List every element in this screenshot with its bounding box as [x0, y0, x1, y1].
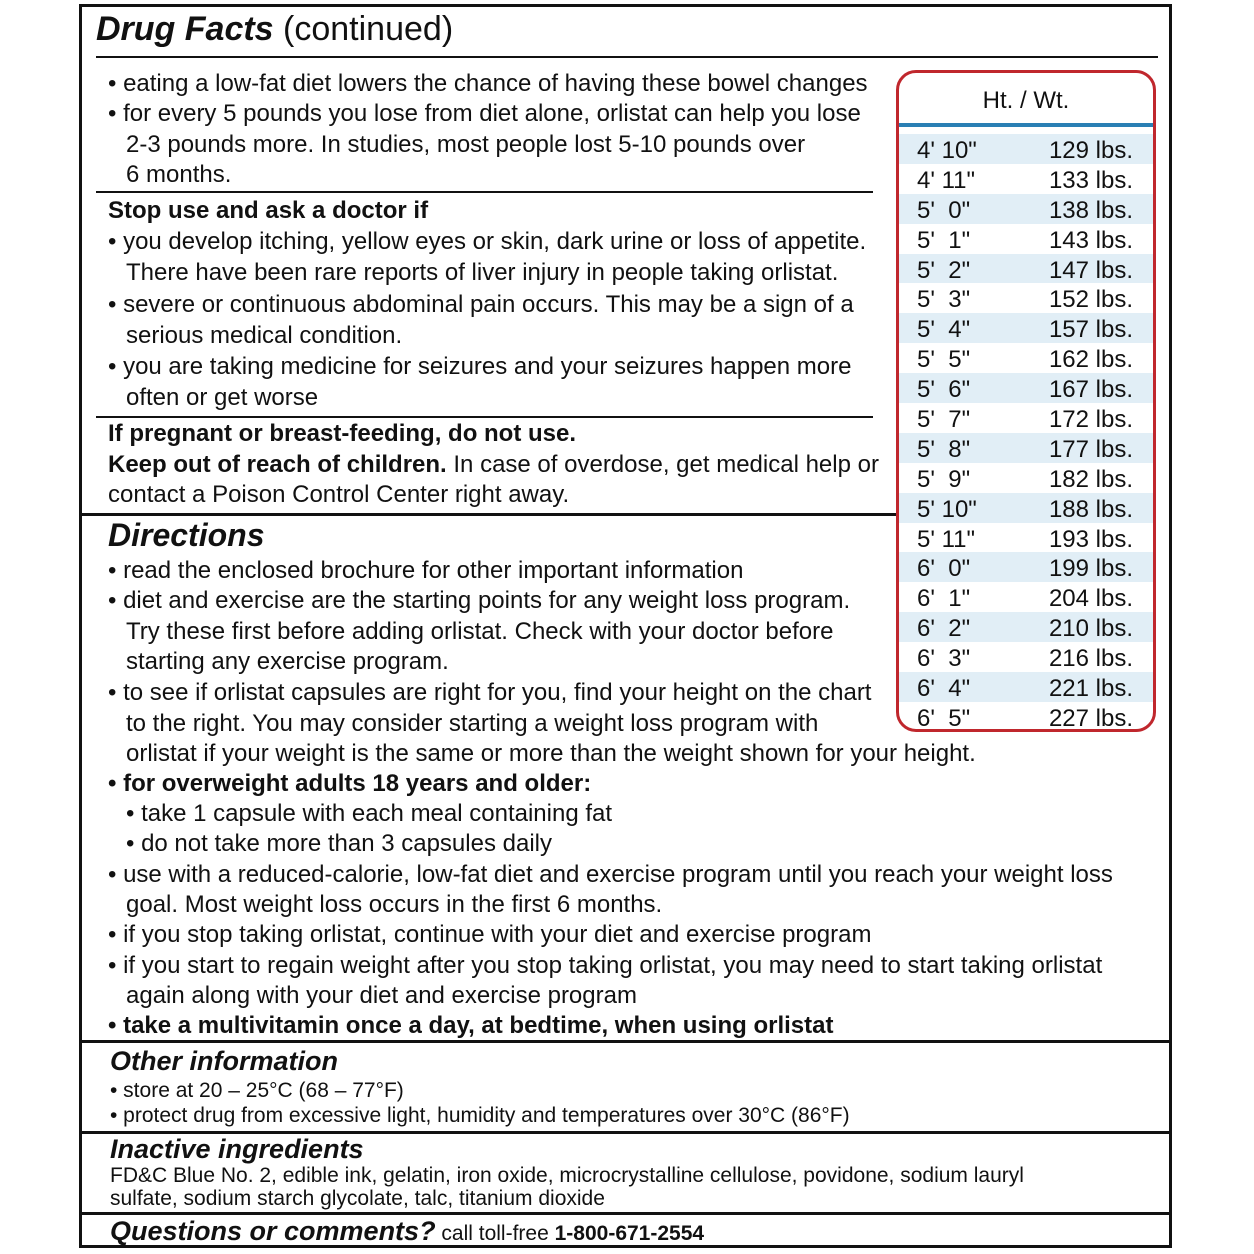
chart-row — [899, 164, 1153, 194]
chart-weight: 167 lbs. — [1048, 376, 1133, 404]
chart-weight: 157 lbs. — [1048, 316, 1133, 344]
chart-weight: 133 lbs. — [1048, 166, 1133, 194]
stop-use-line: often or get worse — [126, 384, 319, 411]
chart-row — [899, 493, 1153, 523]
chart-row — [899, 702, 1153, 732]
chart-row — [899, 552, 1153, 582]
chart-height: 6' 2" — [917, 615, 971, 643]
chart-height: 5' 7" — [917, 406, 971, 434]
chart-weight: 129 lbs. — [1048, 137, 1133, 164]
chart-rows — [899, 134, 1153, 732]
chart-weight: 182 lbs. — [1048, 465, 1133, 493]
chart-row — [899, 283, 1153, 313]
section-divider — [96, 191, 873, 193]
keep-out-warning: Keep out of reach of children. In case of overdose, get medical help or — [108, 451, 879, 478]
chart-weight: 221 lbs. — [1048, 675, 1133, 703]
chart-height: 5' 10" — [917, 495, 977, 523]
title-divider — [96, 56, 1158, 58]
directions-line: • use with a reduced-calorie, low-fat diet and exercise program until you reach your weight loss — [108, 861, 1113, 888]
stop-use-line: There have been rare reports of liver injury in people taking orlistat. — [126, 259, 839, 286]
chart-height: 5' 4" — [917, 316, 971, 344]
chart-row — [899, 672, 1153, 702]
adults-line: • do not take more than 3 capsules daily — [126, 830, 552, 857]
chart-weight: 188 lbs. — [1048, 495, 1133, 523]
warning-line: • eating a low-fat diet lowers the chance of having these bowel changes — [108, 70, 868, 97]
stop-use-line: • you are taking medicine for seizures and your seizures happen more — [108, 353, 852, 380]
chart-height: 5' 5" — [917, 346, 971, 374]
chart-row — [899, 313, 1153, 343]
questions-line — [110, 1215, 704, 1250]
directions-line: • diet and exercise are the starting points for any weight loss program. — [108, 587, 851, 614]
directions-line: Try these first before adding orlistat. Check with your doctor before — [126, 618, 834, 645]
chart-weight: 216 lbs. — [1048, 645, 1133, 673]
chart-height: 5' 3" — [917, 286, 971, 314]
chart-weight: 172 lbs. — [1048, 406, 1133, 434]
directions-line: • to see if orlistat capsules are right for you, find your height on the chart — [108, 679, 872, 706]
chart-title-rule — [899, 123, 1153, 127]
directions-line: to the right. You may consider starting a weight loss program with — [126, 710, 819, 737]
keep-out-warning-line2: contact a Poison Control Center right away. — [108, 481, 570, 508]
chart-row — [899, 582, 1153, 612]
warning-line: 2-3 pounds more. In studies, most people lost 5-10 pounds over — [126, 131, 806, 158]
chart-row — [899, 134, 1153, 164]
chart-weight: 193 lbs. — [1048, 525, 1133, 553]
pregnancy-warning: If pregnant or breast-feeding, do not use. — [108, 420, 577, 447]
chart-height: 5' 6" — [917, 376, 971, 404]
chart-weight: 147 lbs. — [1048, 256, 1133, 284]
chart-row — [899, 224, 1153, 254]
adults-heading: • for overweight adults 18 years and older: — [108, 770, 592, 797]
chart-row — [899, 194, 1153, 224]
section-divider-thick — [79, 1040, 1172, 1043]
stop-use-line: • you develop itching, yellow eyes or skin, dark urine or loss of appetite. — [108, 228, 867, 255]
stop-use-heading: Stop use and ask a doctor if — [108, 197, 429, 224]
directions-line: goal. Most weight loss occurs in the first 6 months. — [126, 891, 663, 918]
chart-height: 6' 1" — [917, 585, 971, 613]
other-info-line: • store at 20 – 25°C (68 – 77°F) — [110, 1079, 404, 1102]
stop-use-line: serious medical condition. — [126, 322, 403, 349]
inactive-line: FD&C Blue No. 2, edible ink, gelatin, iron oxide, microcrystalline cellulose, povidone, sodium lauryl — [110, 1164, 1024, 1187]
directions-heading: Directions — [108, 517, 265, 553]
chart-height: 6' 0" — [917, 555, 971, 583]
chart-weight: 143 lbs. — [1048, 226, 1133, 254]
chart-row — [899, 433, 1153, 463]
chart-height: 6' 4" — [917, 675, 971, 703]
section-divider-thick — [79, 513, 899, 516]
other-info-heading: Other information — [110, 1046, 338, 1076]
chart-height: 4' 11" — [917, 166, 976, 194]
chart-height: 5' 0" — [917, 196, 971, 224]
inactive-line: sulfate, sodium starch glycolate, talc, titanium dioxide — [110, 1187, 605, 1210]
adults-line: • take 1 capsule with each meal containing fat — [126, 800, 613, 827]
chart-height: 5' 2" — [917, 256, 971, 284]
chart-row — [899, 642, 1153, 672]
chart-row — [899, 254, 1153, 284]
page-title: Drug Facts (continued) — [96, 10, 454, 48]
directions-line: orlistat if your weight is the same or more than the weight shown for your height. — [126, 740, 976, 767]
directions-line: • if you start to regain weight after you stop taking orlistat, you may need to start taking orlistat — [108, 952, 1103, 979]
height-weight-chart — [896, 70, 1156, 732]
chart-title: Ht. / Wt. — [982, 87, 1070, 114]
chart-row — [899, 373, 1153, 403]
chart-height: 6' 3" — [917, 645, 971, 673]
chart-row — [899, 403, 1153, 433]
warning-line: • for every 5 pounds you lose from diet alone, orlistat can help you lose — [108, 100, 861, 127]
chart-height: 5' 11" — [917, 525, 976, 553]
chart-row — [899, 343, 1153, 373]
directions-line: • if you stop taking orlistat, continue with your diet and exercise program — [108, 921, 872, 948]
chart-row — [899, 612, 1153, 642]
chart-weight: 227 lbs. — [1048, 704, 1133, 732]
chart-weight: 210 lbs. — [1048, 615, 1133, 643]
questions-call-text: call toll-free — [435, 1222, 555, 1245]
phone-number[interactable]: 1-800-671-2554 — [554, 1222, 705, 1245]
chart-height: 5' 1" — [917, 226, 971, 254]
chart-height: 4' 10" — [917, 137, 977, 164]
chart-weight: 162 lbs. — [1048, 346, 1133, 374]
chart-row — [899, 463, 1153, 493]
section-divider — [96, 416, 873, 418]
inactive-heading: Inactive ingredients — [110, 1134, 364, 1164]
stop-use-line: • severe or continuous abdominal pain occurs. This may be a sign of a — [108, 291, 854, 318]
other-info-line: • protect drug from excessive light, humidity and temperatures over 30°C (86°F) — [110, 1104, 850, 1127]
directions-line: again along with your diet and exercise program — [126, 982, 637, 1009]
warning-line: 6 months. — [126, 161, 232, 188]
chart-height: 5' 8" — [917, 435, 971, 463]
questions-heading: Questions or comments? — [110, 1216, 436, 1246]
directions-line: • read the enclosed brochure for other important information — [108, 557, 744, 584]
chart-height: 6' 5" — [917, 704, 971, 732]
multivitamin-line: • take a multivitamin once a day, at bedtime, when using orlistat — [108, 1012, 834, 1039]
chart-weight: 138 lbs. — [1048, 196, 1133, 224]
chart-weight: 177 lbs. — [1048, 435, 1133, 463]
chart-weight: 152 lbs. — [1048, 286, 1133, 314]
directions-line: starting any exercise program. — [126, 648, 449, 675]
chart-weight: 199 lbs. — [1048, 555, 1133, 583]
chart-row — [899, 523, 1153, 553]
chart-height: 5' 9" — [917, 465, 971, 493]
chart-weight: 204 lbs. — [1048, 585, 1133, 613]
